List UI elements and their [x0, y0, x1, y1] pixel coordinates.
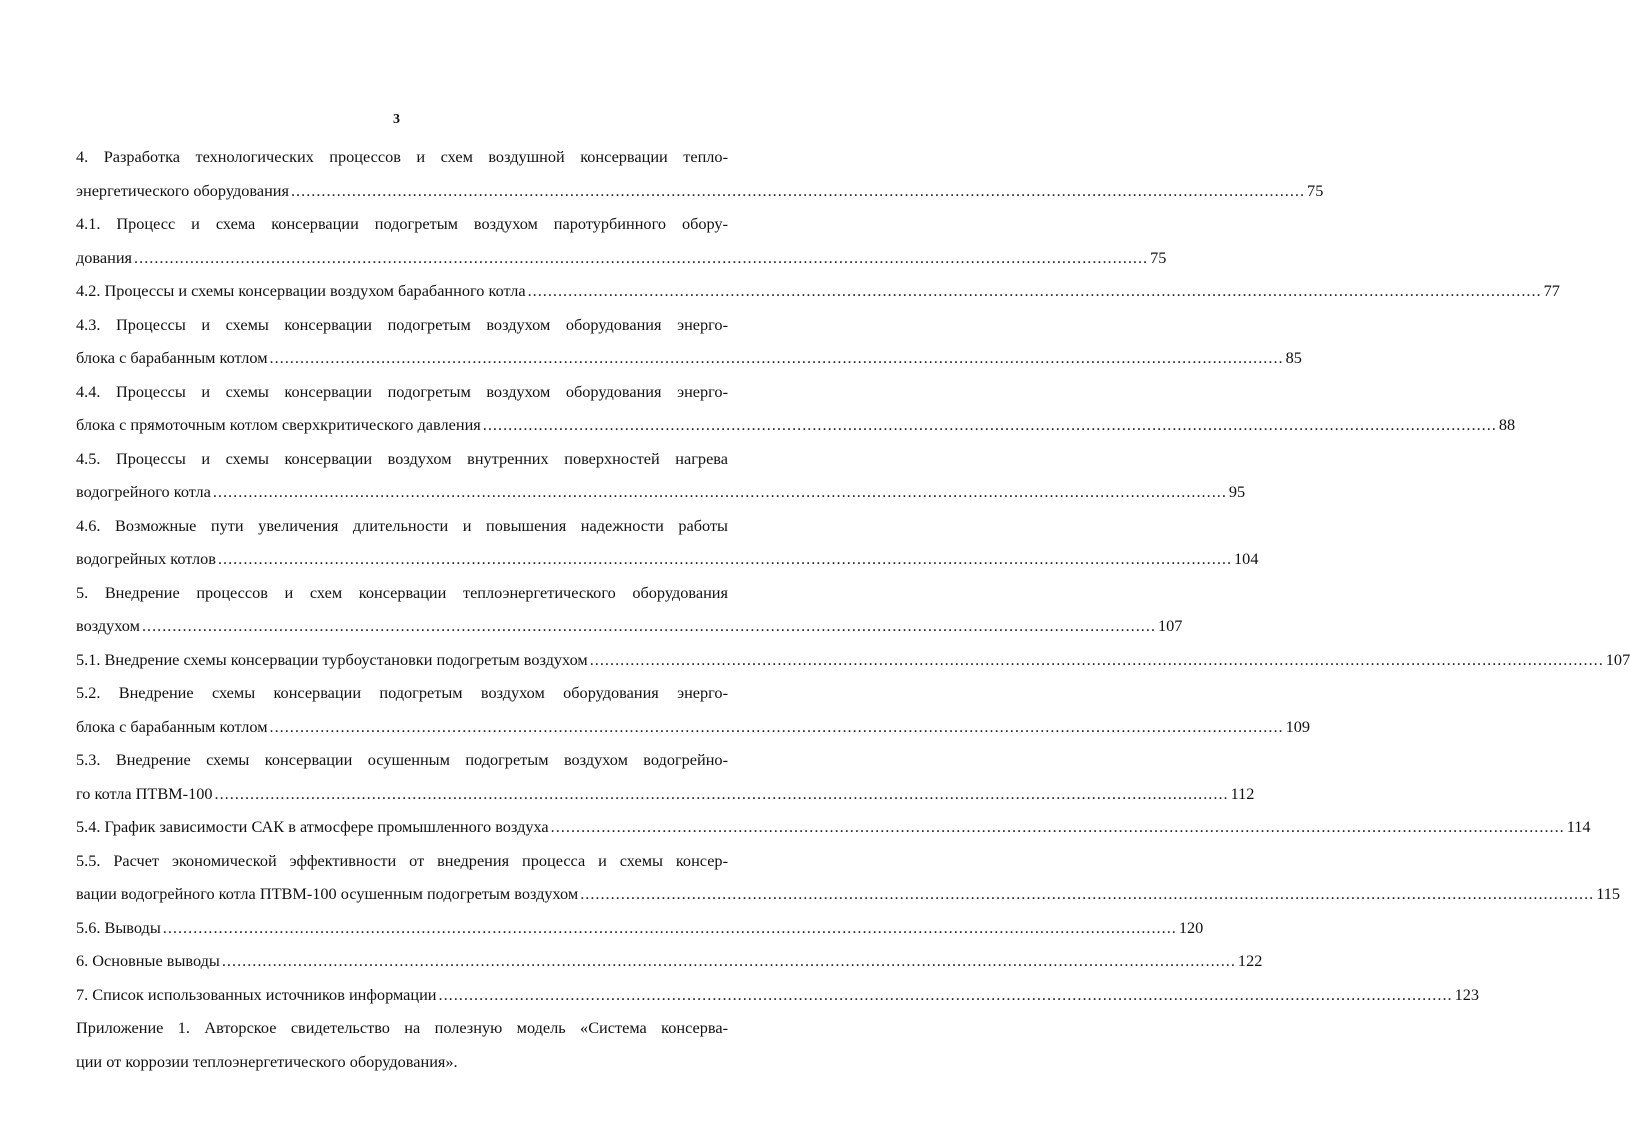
toc-page-number: 123: [1454, 984, 1479, 1004]
toc-entry-text: вации водогрейного котла ПТВМ-100 осушенным подогретым воздухом: [76, 884, 579, 903]
toc-entry-text-line2: [76, 241, 1167, 275]
dot-leader: ........................................................................................................................................................................................................: [212, 482, 1227, 501]
toc-entry-4-2: [76, 274, 1560, 308]
toc-entry-text-line2: [76, 777, 1255, 811]
appendix-text-line2: ции от коррозии теплоэнергетического оборудования».: [76, 1051, 458, 1071]
toc-entry-text: водогрейных котлов: [76, 549, 216, 568]
toc-entry-4-6: [76, 509, 1259, 576]
toc-entry-text: 7. Список использованных источников информации: [76, 984, 437, 1004]
toc-entry-5-1: [76, 643, 1630, 677]
toc-entry-4: [76, 140, 1324, 207]
toc-entry-text: дования: [76, 247, 133, 267]
toc-page-number: 75: [1150, 247, 1167, 267]
toc-entry-4-1: [76, 207, 1167, 274]
toc-entry-text: энергетического оборудования: [76, 180, 289, 200]
toc-entry-5-5: [76, 844, 1621, 911]
toc-entry-text: блока с прямоточным котлом сверхкритического давления: [76, 415, 481, 434]
toc-entry-text-line1: 4.5. Процессы и схемы консервации воздухом внутренних поверхностей нагрева: [76, 448, 728, 468]
dot-leader: ........................................................................................................................................................................................................: [269, 716, 1284, 736]
toc-entry-4-5: [76, 442, 1246, 509]
toc-entry-text: 5.6. Выводы: [76, 917, 161, 937]
dot-leader: ........................................................................................................................................................................................................: [214, 783, 1229, 803]
toc-entry-text-line2: [76, 542, 1259, 576]
dot-leader: ........................................................................................................................................................................................................: [438, 984, 1453, 1004]
toc-entry-text-line1: 4.6. Возможные пути увеличения длительности и повышения надежности работы: [76, 515, 728, 535]
toc-page-number: 109: [1285, 716, 1310, 736]
toc-entry-text: го котла ПТВМ-100: [76, 783, 213, 803]
toc-page-number: 115: [1596, 884, 1621, 903]
toc-entry-text-line2: [76, 174, 1324, 208]
toc-entry-4-4: [76, 375, 1516, 442]
toc-entry-text-line1: 5.2. Внедрение схемы консервации подогретым воздухом оборудования энерго-: [76, 683, 728, 702]
appendix-entry: [76, 1011, 728, 1078]
toc-entry-text: воздухом: [76, 616, 140, 635]
toc-entry-text: блока с барабанным котлом: [76, 716, 268, 736]
dot-leader: ........................................................................................................................................................................................................: [580, 884, 1595, 903]
toc-entry-line: [76, 944, 1263, 978]
toc-entry-text-line1: 5.3. Внедрение схемы консервации осушенным подогретым воздухом водогрейно-: [76, 750, 728, 769]
dot-leader: ........................................................................................................................................................................................................: [221, 951, 1236, 970]
toc-entry-5-6: [76, 911, 1204, 945]
toc-entry-text-line1: 4.4. Процессы и схемы консервации подогретым воздухом оборудования энерго-: [76, 381, 728, 401]
toc-entry-text-line2: [76, 341, 1302, 375]
toc-page-number: 107: [1158, 616, 1183, 635]
dot-leader: ........................................................................................................................................................................................................: [589, 649, 1604, 669]
table-of-contents: [76, 140, 1630, 1078]
toc-page-number: 120: [1178, 917, 1204, 937]
toc-entry-5-4: [76, 810, 1591, 844]
page-number: 3: [393, 112, 400, 127]
toc-page-number: 104: [1234, 549, 1259, 568]
toc-entry-text-line1: 4.3. Процессы и схемы консервации подогретым воздухом оборудования энерго-: [76, 314, 728, 334]
dot-leader: ........................................................................................................................................................................................................: [527, 281, 1542, 300]
toc-entry-text-line1: 4.1. Процесс и схема консервации подогретым воздухом паротурбинного обору-: [76, 214, 728, 233]
dot-leader: ........................................................................................................................................................................................................: [269, 348, 1284, 367]
toc-page-number: 95: [1228, 482, 1246, 501]
toc-page-number: 77: [1543, 281, 1560, 300]
toc-entry-5-2: [76, 676, 1310, 743]
toc-page-number: 114: [1566, 817, 1591, 836]
toc-entry-text-line2: [76, 710, 1310, 744]
toc-entry-text: блока с барабанным котлом: [76, 348, 268, 367]
dot-leader: ........................................................................................................................................................................................................: [134, 247, 1149, 267]
toc-page-number: 85: [1285, 348, 1302, 367]
toc-entry-line: [76, 274, 1560, 308]
toc-entry-4-3: [76, 308, 1302, 375]
dot-leader: ........................................................................................................................................................................................................: [290, 180, 1306, 200]
toc-entry-text: 5.4. График зависимости САК в атмосфере промышленного воздуха: [76, 817, 549, 836]
toc-entry-text: 6. Основные выводы: [76, 951, 220, 970]
toc-entry-text-line1: 5.5. Расчет экономической эффективности от внедрения процесса и схемы консер-: [76, 850, 728, 870]
toc-page-number: 122: [1237, 951, 1263, 970]
toc-entry-text-line2: [76, 609, 1183, 643]
dot-leader: ........................................................................................................................................................................................................: [217, 549, 1233, 568]
toc-entry-text-line2: [76, 408, 1516, 442]
toc-entry-line: [76, 978, 1479, 1012]
toc-page-number: 75: [1307, 180, 1324, 200]
dot-leader: ........................................................................................................................................................................................................: [482, 415, 1497, 434]
toc-entry-6: [76, 944, 1263, 978]
dot-leader: ........................................................................................................................................................................................................: [162, 917, 1177, 937]
dot-leader: ........................................................................................................................................................................................................: [141, 616, 1156, 635]
toc-entry-text-line1: 5. Внедрение процессов и схем консервации теплоэнергетического оборудования: [76, 582, 728, 602]
toc-entry-text: 5.1. Внедрение схемы консервации турбоустановки подогретым воздухом: [76, 649, 588, 669]
toc-entry-7: [76, 978, 1479, 1012]
toc-page-number: 107: [1605, 649, 1630, 669]
toc-entry-text-line2: [76, 475, 1246, 509]
dot-leader: ........................................................................................................................................................................................................: [550, 817, 1565, 836]
toc-entry-5: [76, 576, 1183, 643]
toc-entry-line: [76, 810, 1591, 844]
toc-page-number: 112: [1230, 783, 1255, 803]
toc-entry-text-line2: [76, 877, 1621, 911]
toc-entry-line: [76, 643, 1630, 677]
toc-entry-text: 4.2. Процессы и схемы консервации воздухом барабанного котла: [76, 281, 526, 300]
toc-entry-5-3: [76, 743, 1255, 810]
appendix-text-line1: Приложение 1. Авторское свидетельство на полезную модель «Система консерва-: [76, 1018, 728, 1037]
toc-entry-line: [76, 911, 1204, 945]
toc-entry-text-line1: 4. Разработка технологических процессов и схем воздушной консервации тепло-: [76, 147, 728, 166]
toc-entry-text: водогрейного котла: [76, 482, 211, 501]
toc-page-number: 88: [1498, 415, 1516, 434]
